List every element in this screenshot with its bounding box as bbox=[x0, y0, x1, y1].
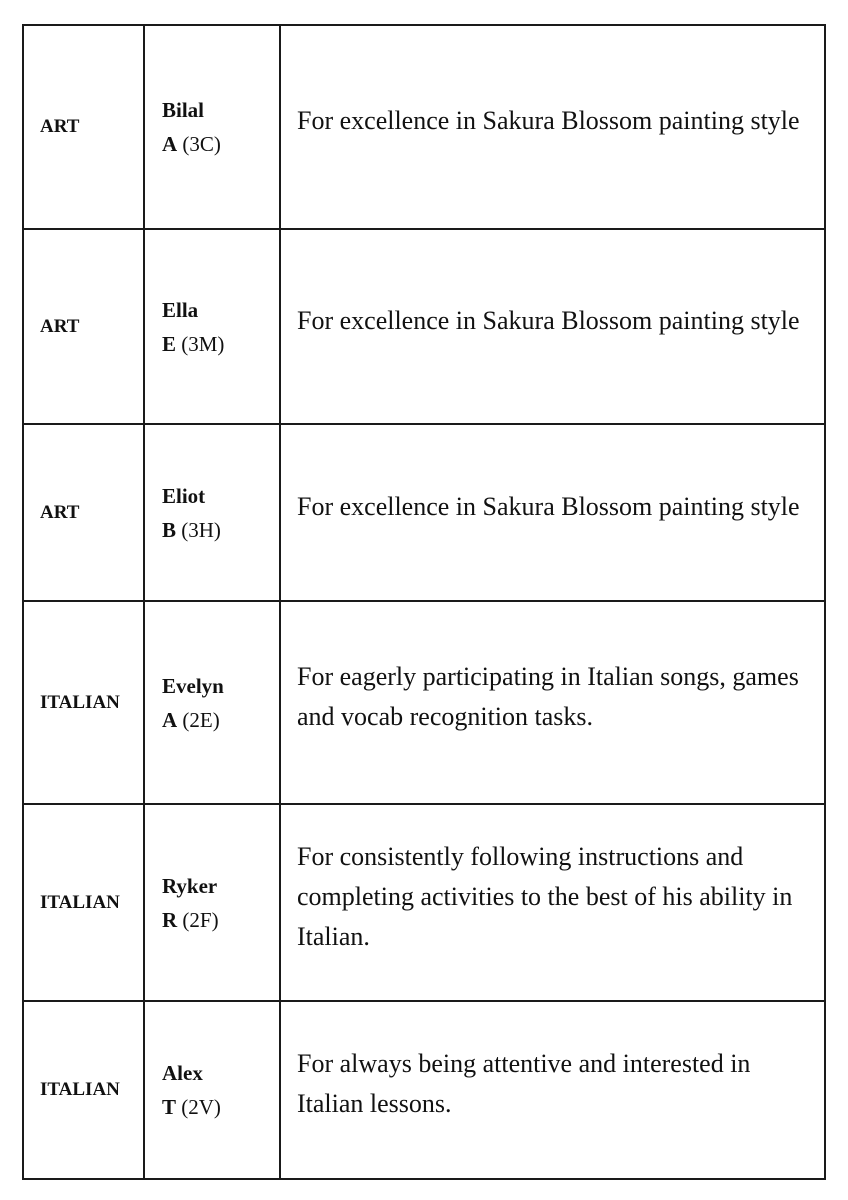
student-cell bbox=[144, 424, 280, 601]
subject-cell: ITALIAN bbox=[23, 804, 144, 1001]
table-row bbox=[23, 804, 825, 1001]
student-class: (2E) bbox=[182, 707, 220, 732]
reason-cell: For eagerly participating in Italian songs, games and vocab recognition tasks. bbox=[280, 601, 825, 804]
student-initial: T bbox=[162, 1095, 177, 1119]
student-first-name: Ella bbox=[162, 297, 199, 322]
table-row bbox=[23, 25, 825, 229]
student-cell bbox=[144, 25, 280, 229]
student-initial: A bbox=[162, 707, 178, 732]
student-class: (3M) bbox=[181, 331, 225, 356]
student-first-name: Ryker bbox=[162, 873, 218, 898]
student-class: (3H) bbox=[181, 517, 221, 542]
reason-cell: For always being attentive and interested in Italian lessons. bbox=[280, 1001, 825, 1179]
reason-cell: For excellence in Sakura Blossom painting style bbox=[280, 25, 825, 229]
student-cell bbox=[144, 601, 280, 804]
subject-cell: ITALIAN bbox=[23, 601, 144, 804]
table-row bbox=[23, 1001, 825, 1179]
awards-table bbox=[22, 24, 826, 1180]
student-class: (3C) bbox=[182, 132, 221, 156]
subject-cell: ITALIAN bbox=[23, 1001, 144, 1179]
student-cell bbox=[144, 1001, 280, 1179]
student-initial: A bbox=[162, 132, 178, 156]
reason-cell: For excellence in Sakura Blossom painting style bbox=[280, 424, 825, 601]
student-initial: R bbox=[162, 907, 178, 932]
table-row bbox=[23, 229, 825, 424]
student-initial: B bbox=[162, 517, 177, 542]
table-row bbox=[23, 601, 825, 804]
student-first-name: Eliot bbox=[162, 483, 206, 508]
student-class: (2V) bbox=[181, 1095, 221, 1119]
reason-cell: For consistently following instructions and completing activities to the best of his ability in Italian. bbox=[280, 804, 825, 1001]
student-first-name: Evelyn bbox=[162, 673, 224, 698]
student-cell bbox=[144, 804, 280, 1001]
student-cell bbox=[144, 229, 280, 424]
subject-cell: ART bbox=[23, 25, 144, 229]
reason-cell: For excellence in Sakura Blossom painting style bbox=[280, 229, 825, 424]
student-first-name: Alex bbox=[162, 1061, 203, 1085]
subject-cell: ART bbox=[23, 424, 144, 601]
student-initial: E bbox=[162, 331, 177, 356]
student-class: (2F) bbox=[182, 907, 219, 932]
student-first-name: Bilal bbox=[162, 98, 205, 122]
subject-cell: ART bbox=[23, 229, 144, 424]
table-row bbox=[23, 424, 825, 601]
